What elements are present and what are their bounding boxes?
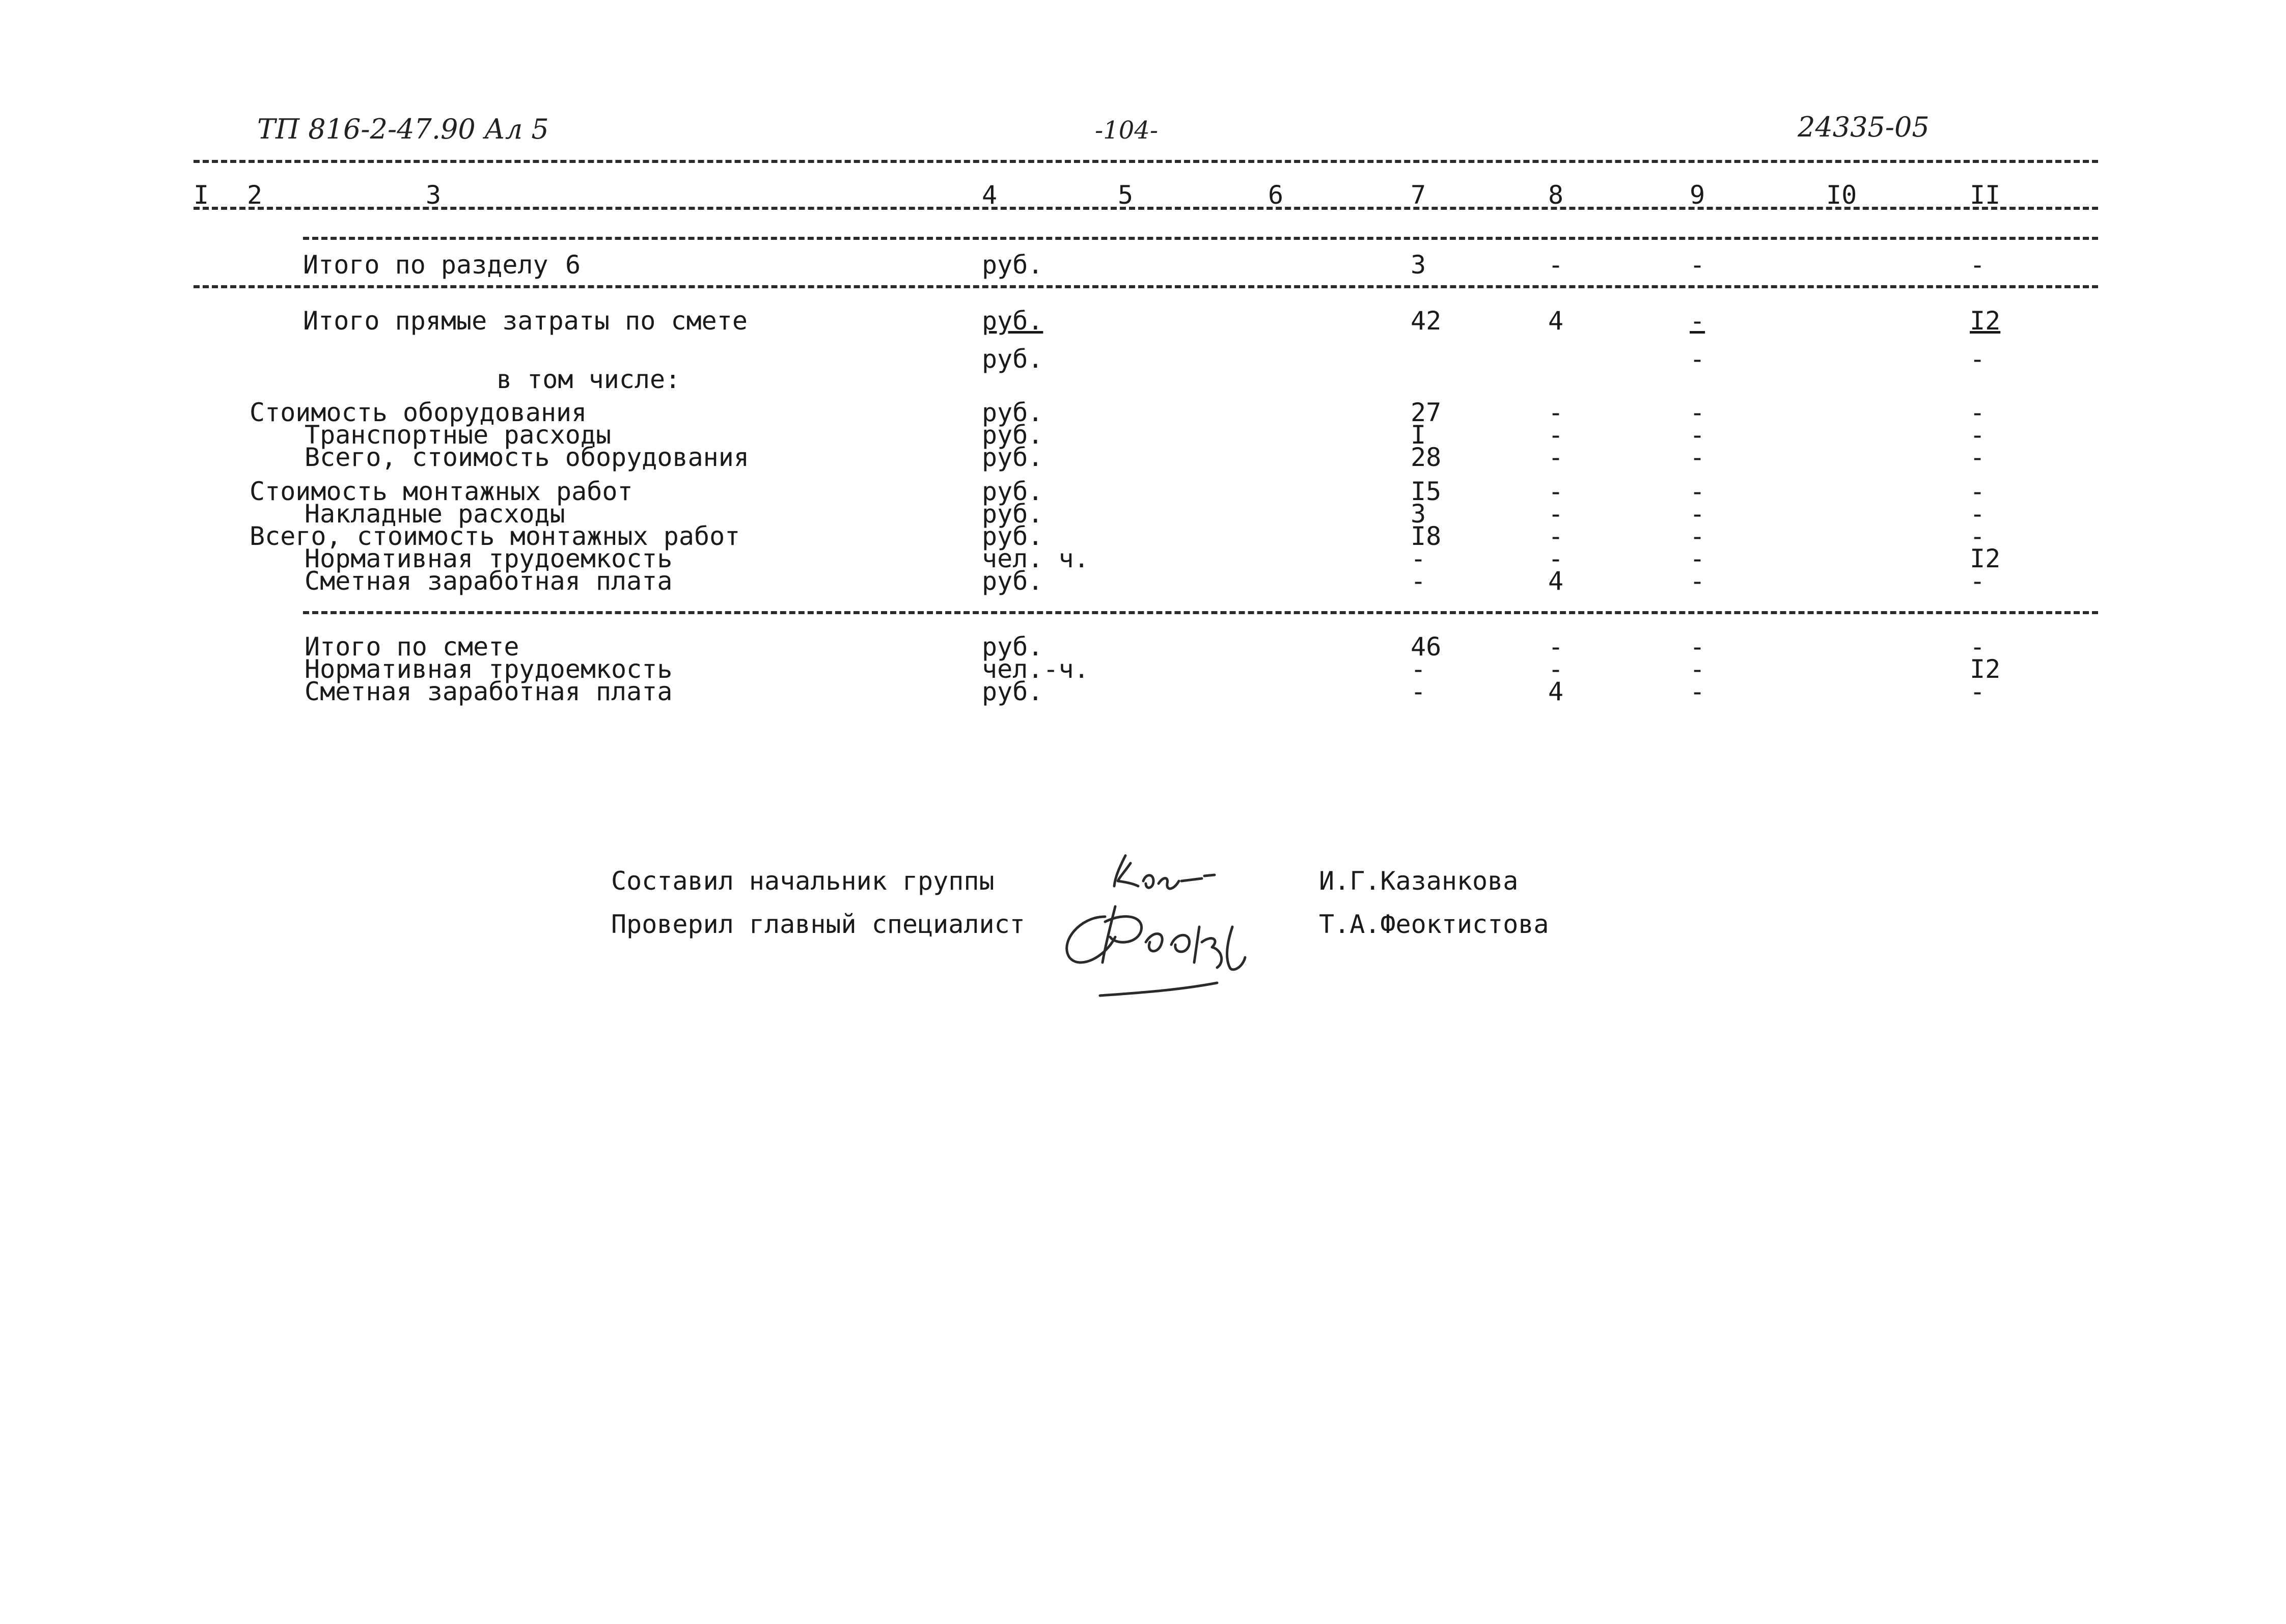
row-c9: - (1690, 544, 1705, 573)
direct-costs-label: Итого прямые затраты по смете (303, 306, 748, 336)
row-c7: - (1411, 566, 1426, 596)
col-num-5: 5 (1118, 180, 1134, 210)
row-c7: - (1411, 544, 1426, 573)
row-c8: - (1548, 544, 1564, 573)
totals-label: Сметная заработная плата (305, 677, 673, 706)
row-label: Сметная заработная плата (305, 566, 673, 596)
doc-code: ТП 816-2-47.90 Ал 5 (257, 113, 549, 145)
checked-by-name: Т.А.Феоктистова (1319, 910, 1549, 939)
row-c7: 3 (1411, 499, 1426, 529)
row-c11: - (1970, 499, 1986, 529)
section-total-rule-top (303, 237, 2098, 240)
col-num-1: I (194, 180, 209, 210)
row-c8: - (1548, 477, 1564, 506)
row-c11: - (1970, 566, 1986, 596)
section-total-c11: - (1970, 250, 1986, 280)
page-number: -104- (1095, 116, 1159, 145)
row-c8: - (1548, 420, 1564, 450)
row-c9: - (1690, 420, 1705, 450)
direct-costs-c8: 4 (1548, 306, 1564, 336)
row-unit: чел. ч. (982, 544, 1089, 573)
totals-rule (303, 611, 2098, 614)
col-num-4: 4 (982, 180, 998, 210)
totals-c8: 4 (1548, 677, 1564, 706)
row-c11: - (1970, 477, 1986, 506)
row-label: Накладные расходы (305, 499, 565, 529)
row-label: Стоимость монтажных работ (250, 477, 633, 506)
section-total-rule-bottom (194, 285, 2098, 288)
col-num-2: 2 (247, 180, 263, 210)
row-unit: руб. (982, 521, 1043, 551)
row-c9: - (1690, 443, 1705, 472)
row-c7: 27 (1411, 398, 1442, 427)
row-c8: - (1548, 443, 1564, 472)
totals-c7: - (1411, 677, 1426, 706)
direct-costs-c11b: - (1970, 344, 1986, 374)
totals-label: Нормативная трудоемкость (305, 654, 673, 684)
direct-costs-c9: - (1690, 306, 1705, 336)
totals-c8: - (1548, 632, 1564, 662)
direct-costs-unit2: руб. (982, 344, 1043, 374)
col-num-8: 8 (1548, 180, 1564, 210)
row-c7: I5 (1411, 477, 1442, 506)
section-total-label: Итого по разделу (303, 250, 548, 280)
totals-c11: - (1970, 632, 1986, 662)
row-c7: 28 (1411, 443, 1442, 472)
archive-number: 24335-05 (1798, 111, 1930, 143)
column-numbers-underline (194, 207, 2098, 210)
totals-c9: - (1690, 632, 1705, 662)
col-num-6: 6 (1268, 180, 1284, 210)
row-unit: руб. (982, 398, 1043, 427)
compiled-by-name: И.Г.Казанкова (1319, 866, 1519, 896)
totals-label: Итого по смете (305, 632, 519, 662)
totals-c7: 46 (1411, 632, 1442, 662)
row-c9: - (1690, 566, 1705, 596)
row-unit: руб. (982, 443, 1043, 472)
row-c11: - (1970, 521, 1986, 551)
row-c8: - (1548, 499, 1564, 529)
row-c8: 4 (1548, 566, 1564, 596)
totals-c11: I2 (1970, 654, 2001, 684)
row-c9: - (1690, 499, 1705, 529)
including-label: в том числе: (497, 365, 681, 394)
totals-c7: - (1411, 654, 1426, 684)
row-label: Всего, стоимость монтажных работ (250, 521, 740, 551)
section-total-unit: руб. (982, 250, 1043, 280)
row-label: Нормативная трудоемкость (305, 544, 673, 573)
totals-c9: - (1690, 677, 1705, 706)
direct-costs-c9b: - (1690, 344, 1705, 374)
row-c9: - (1690, 521, 1705, 551)
totals-c9: - (1690, 654, 1705, 684)
checked-by-label: Проверил главный специалист (611, 910, 1025, 939)
section-total-c7: 3 (1411, 250, 1426, 280)
row-c8: - (1548, 398, 1564, 427)
direct-costs-unit1: руб. (982, 306, 1043, 336)
row-c11: - (1970, 443, 1986, 472)
direct-costs-c7: 42 (1411, 306, 1442, 336)
direct-costs-c11: I2 (1970, 306, 2001, 336)
row-c9: - (1690, 398, 1705, 427)
totals-unit: руб. (982, 677, 1043, 706)
row-c7: I (1411, 420, 1426, 450)
row-unit: руб. (982, 477, 1043, 506)
row-c7: I8 (1411, 521, 1442, 551)
col-num-9: 9 (1690, 180, 1705, 210)
row-label: Всего, стоимость оборудования (305, 443, 749, 472)
section-total-c9: - (1690, 250, 1705, 280)
col-num-11: II (1970, 180, 2001, 210)
row-unit: руб. (982, 499, 1043, 529)
compiled-by-label: Составил начальник группы (611, 866, 995, 896)
row-unit: руб. (982, 420, 1043, 450)
row-label: Транспортные расходы (305, 420, 612, 450)
col-num-10: I0 (1826, 180, 1857, 210)
section-total-section: 6 (565, 250, 581, 280)
row-c8: - (1548, 521, 1564, 551)
row-label: Стоимость оборудования (250, 398, 587, 427)
row-c9: - (1690, 477, 1705, 506)
top-rule (194, 160, 2098, 163)
col-num-7: 7 (1411, 180, 1426, 210)
section-total-c8: - (1548, 250, 1564, 280)
totals-unit: руб. (982, 632, 1043, 662)
handwritten-signature (1049, 845, 1288, 998)
col-num-3: 3 (426, 180, 442, 210)
row-c11: - (1970, 420, 1986, 450)
row-c11: - (1970, 398, 1986, 427)
totals-unit: чел.-ч. (982, 654, 1089, 684)
totals-c11: - (1970, 677, 1986, 706)
row-unit: руб. (982, 566, 1043, 596)
row-c11: I2 (1970, 544, 2001, 573)
totals-c8: - (1548, 654, 1564, 684)
